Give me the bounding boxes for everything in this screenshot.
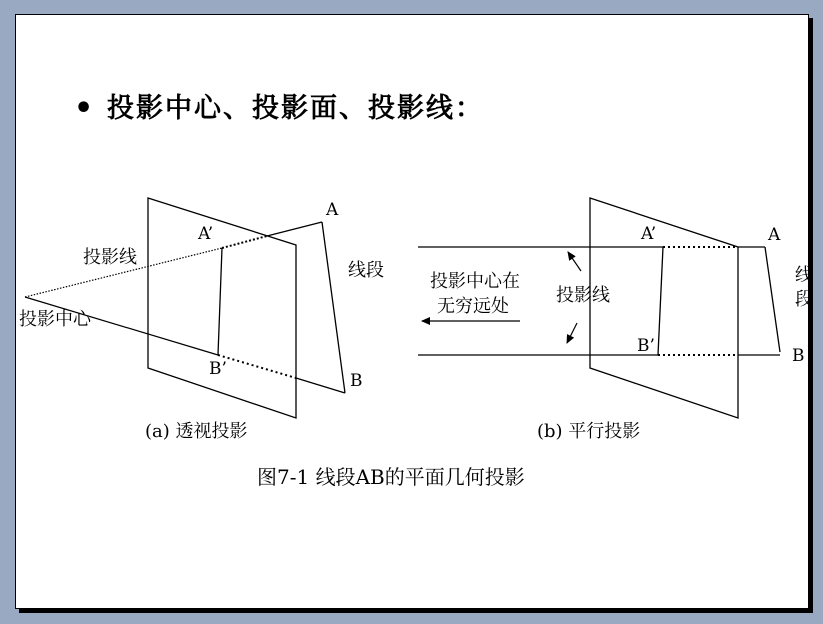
caption-perspective: (a) 透视投影 [145,421,248,442]
label-b-a: B [350,371,363,391]
label-projector-b: 投影线 [556,285,610,306]
label-center-line1-b: 投影中心在 [430,271,520,292]
bullet-marker: • [74,91,94,126]
label-projection-center-a: 投影中心 [19,309,91,330]
label-b-prime-a: B’ [209,359,227,379]
label-segment-b-clip [793,264,813,316]
label-segment-b: 线段 [795,265,813,310]
label-projector-a: 投影线 [83,247,137,268]
label-a-b: A [768,225,781,245]
label-a-prime-a: A’ [198,224,214,244]
label-a-a: A [326,200,339,220]
label-b-b: B [792,346,805,366]
figure-caption: 图7-1 线段AB的平面几何投影 [257,465,525,489]
slide-title: 投影中心、投影面、投影线： [107,93,484,124]
label-a-prime-b: A’ [641,224,657,244]
label-segment-a: 线段 [348,260,384,281]
caption-parallel: (b) 平行投影 [537,421,641,442]
label-b-prime-b: B’ [637,336,655,356]
label-center-line2-b: 无穷远处 [437,296,509,317]
